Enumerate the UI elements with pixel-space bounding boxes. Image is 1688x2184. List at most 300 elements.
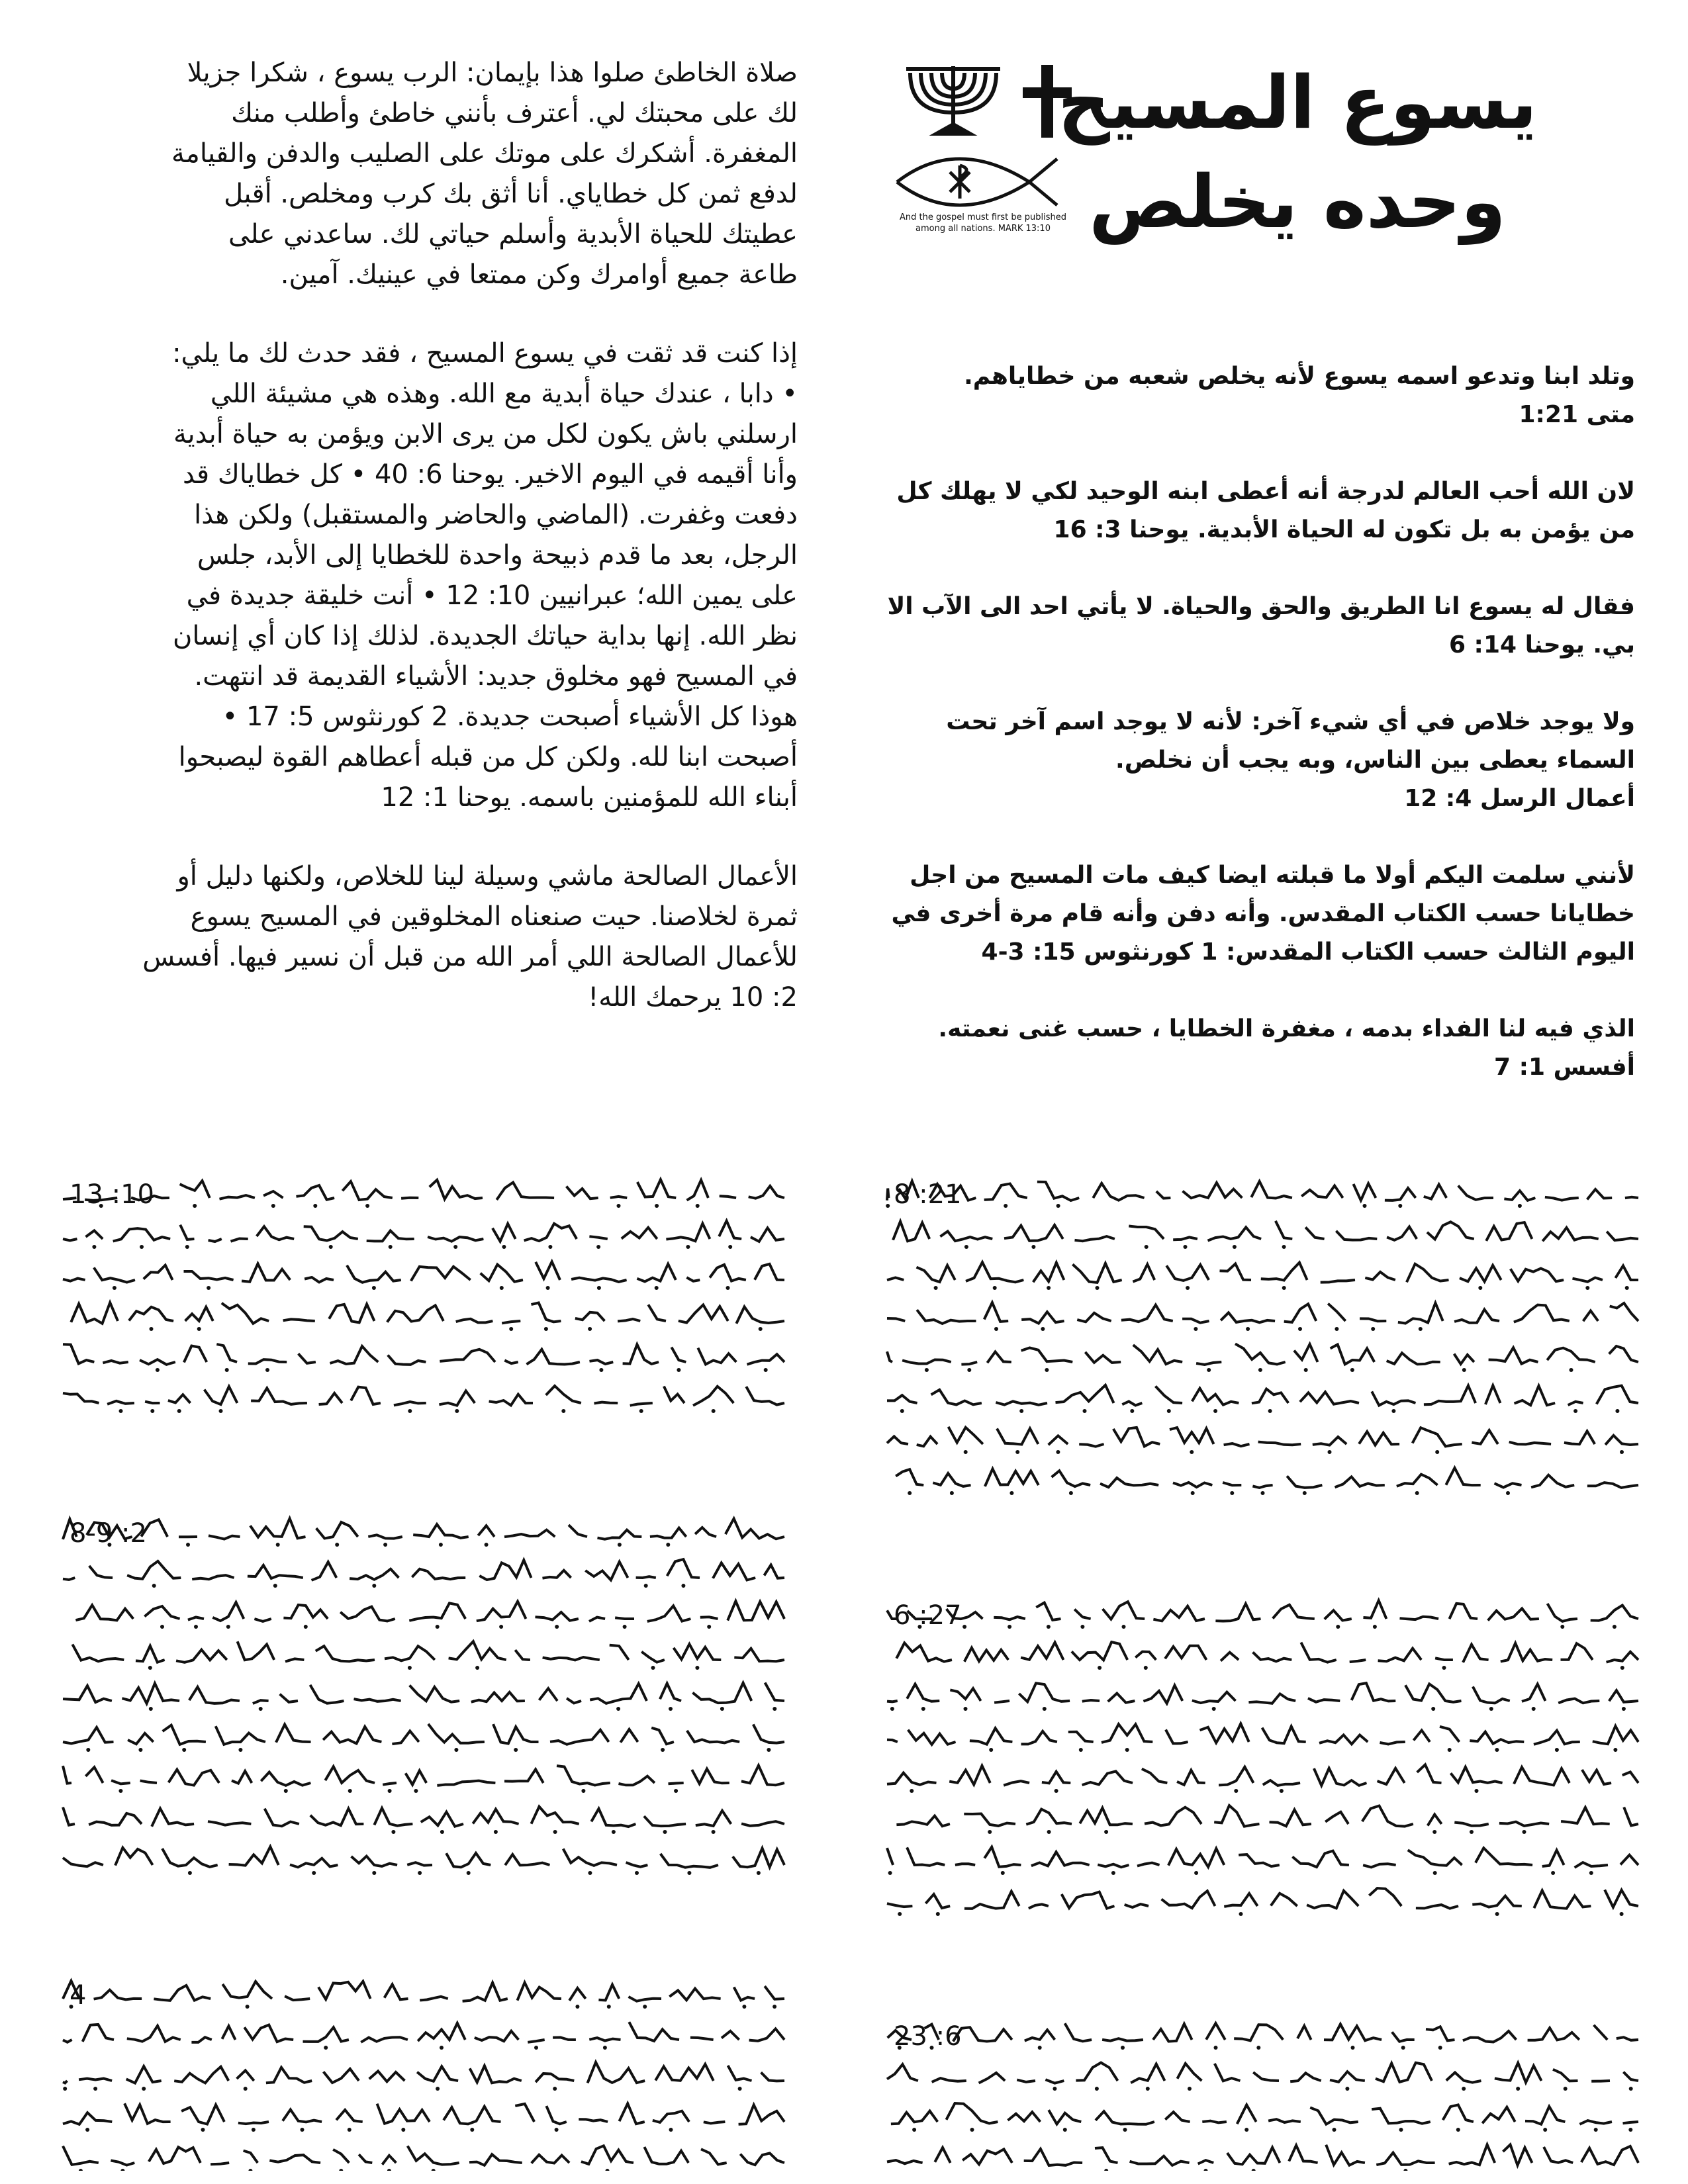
script-dot <box>934 1286 938 1290</box>
script-dot <box>226 1625 230 1629</box>
script-dot <box>1233 1245 1237 1249</box>
script-dot <box>391 1830 395 1834</box>
script-glyph-stroke <box>671 1347 686 1362</box>
script-glyph-stroke <box>966 1262 1023 1282</box>
script-dot <box>1475 1789 1479 1793</box>
script-glyph-stroke <box>749 1186 784 1199</box>
text-line: صلاة الخاطئ صلوا هذا بإيمان: الرب يسوع ، شكرا جزيلا <box>187 58 798 88</box>
script-dot <box>643 2005 647 2009</box>
script-dot <box>500 1286 504 1290</box>
script-glyph-stroke <box>1297 2026 1311 2040</box>
script-glyph-stroke <box>456 1319 493 1323</box>
script-dot <box>1144 1666 1148 1670</box>
script-dot <box>561 1409 565 1413</box>
script-dot <box>661 1748 665 1752</box>
script-dot <box>439 1543 443 1547</box>
script-dot <box>1230 1491 1234 1495</box>
script-glyph-stroke <box>1470 1732 1524 1744</box>
script-glyph-stroke <box>1408 1850 1462 1865</box>
script-glyph-stroke <box>687 1731 739 1743</box>
script-dot <box>1620 1450 1624 1454</box>
script-glyph-stroke <box>615 1617 634 1619</box>
script-glyph-stroke <box>907 1684 939 1702</box>
script-glyph-stroke <box>524 1224 577 1241</box>
script-dot <box>686 1245 690 1249</box>
script-glyph-stroke <box>1525 2107 1565 2124</box>
script-glyph-stroke <box>644 2147 688 2164</box>
script-dot <box>764 1368 768 1372</box>
script-glyph-stroke <box>550 1730 609 1745</box>
script-glyph-stroke <box>636 1576 656 1578</box>
script-dot <box>1351 2046 1355 2050</box>
script-dot <box>1432 1830 1436 1834</box>
script-glyph-stroke <box>644 1816 686 1826</box>
page-title <box>960 53 1635 251</box>
script-glyph-stroke <box>242 1263 290 1281</box>
script-dot <box>1523 1830 1526 1834</box>
script-glyph-stroke <box>947 2103 998 2123</box>
script-glyph-stroke <box>411 1267 471 1281</box>
verse-text: وتلد ابنا وتدعو اسمه يسوع لأنه يخلص شعبه من خطاياهم. <box>964 363 1635 390</box>
script-glyph-stroke <box>695 1527 716 1537</box>
script-glyph-stroke <box>686 1277 700 1281</box>
script-dot <box>432 2169 436 2171</box>
script-glyph-stroke <box>1424 1386 1476 1405</box>
script-glyph-stroke <box>1220 1264 1252 1281</box>
script-glyph-stroke <box>1072 1263 1121 1283</box>
script-glyph-stroke <box>940 1232 992 1242</box>
script-dot <box>150 1409 154 1413</box>
script-glyph-stroke <box>1511 1269 1564 1282</box>
script-dot <box>674 1789 678 1793</box>
script-glyph-stroke <box>209 1239 222 1242</box>
script-glyph-stroke <box>1287 1476 1322 1488</box>
script-dot <box>79 2169 83 2171</box>
script-glyph-stroke <box>1156 1191 1171 1199</box>
script-glyph-stroke <box>1082 1700 1100 1702</box>
script-glyph-stroke <box>1052 1471 1091 1486</box>
script-glyph-stroke <box>896 1469 923 1485</box>
script-glyph-stroke <box>553 2038 576 2040</box>
script-glyph-stroke <box>1460 1265 1501 1282</box>
script-left-column <box>63 1179 784 2171</box>
text-line: دفعت وغفرت. (الماضي والحاضر والمستقبل) ولكن هذا <box>194 500 798 530</box>
script-glyph-stroke <box>1350 1660 1366 1662</box>
script-glyph-stroke <box>1021 1643 1063 1660</box>
script-glyph-stroke <box>650 1528 686 1538</box>
script-dot <box>401 2128 405 2132</box>
script-glyph-stroke <box>107 1401 134 1404</box>
script-dot <box>440 1830 444 1834</box>
script-glyph-stroke <box>528 2040 544 2042</box>
script-glyph-stroke <box>589 2038 620 2040</box>
script-dot <box>1615 1409 1619 1413</box>
script-dot <box>1303 1491 1307 1495</box>
script-glyph-stroke <box>1253 2072 1279 2081</box>
script-dot <box>1399 2128 1403 2132</box>
script-dot <box>707 1625 711 1629</box>
script-glyph-stroke <box>661 1854 718 1868</box>
script-dot <box>1213 1409 1217 1413</box>
script-dot <box>1009 1491 1013 1495</box>
script-glyph-stroke <box>1397 1475 1438 1486</box>
text-line: • دابا ، عندك حياة أبدية مع الله. وهذه هي مشيئة اللي <box>210 379 798 409</box>
script-glyph-stroke <box>1208 1227 1262 1240</box>
script-glyph-stroke <box>1025 2030 1055 2041</box>
script-dot <box>644 1584 648 1588</box>
script-glyph-stroke <box>575 1312 605 1321</box>
script-glyph-stroke <box>1096 2111 1154 2124</box>
script-glyph-stroke <box>1292 1851 1349 1868</box>
script-dot <box>1056 1204 1060 1208</box>
script-glyph-stroke <box>1378 1768 1405 1784</box>
script-glyph-stroke <box>1082 1771 1133 1785</box>
script-glyph-stroke <box>385 1984 408 1999</box>
script-glyph-stroke <box>310 1809 364 1826</box>
script-glyph-stroke <box>86 1230 103 1239</box>
script-dot <box>1620 1912 1624 1916</box>
script-glyph-stroke <box>985 1469 1039 1486</box>
script-glyph-stroke <box>1454 1310 1499 1323</box>
script-glyph-stroke <box>667 1559 700 1578</box>
script-glyph-stroke <box>1262 1727 1306 1744</box>
script-glyph-stroke <box>1591 1606 1638 1621</box>
script-dot <box>246 2005 250 2009</box>
script-ref-label: 4 <box>70 1980 87 2011</box>
script-glyph-stroke <box>347 1265 401 1283</box>
verse-text: ولا يوجد خلاص في أي شيء آخر: لأنه لا يوجد اسم آخر تحت السماء يعطى بين الناس، وبه يجب أن نخلص. <box>946 708 1635 774</box>
script-dot <box>271 1204 275 1208</box>
script-glyph-stroke <box>1103 1602 1145 1619</box>
script-dot <box>1244 2128 1248 2132</box>
script-glyph-stroke <box>1142 1769 1168 1783</box>
text-line: ثمرة لخلاصنا. حيت صنعناه المخلوقين في المسيح يسوع <box>190 901 798 932</box>
verse-text: فقال له يسوع انا الطريق والحق والحياة. لا يأتي احد الى الآب الا بي. يوحنا 14: 6 <box>887 593 1635 659</box>
script-glyph-stroke <box>896 1816 950 1827</box>
script-glyph-stroke <box>174 2067 228 2083</box>
script-glyph-stroke <box>89 1813 142 1825</box>
script-glyph-stroke <box>1380 1742 1405 1744</box>
script-glyph-stroke <box>237 2070 254 2081</box>
script-glyph-stroke <box>1331 1345 1375 1365</box>
script-glyph-stroke <box>94 1267 135 1282</box>
script-glyph-stroke <box>185 1307 213 1321</box>
script-dot <box>324 2046 328 2050</box>
script-glyph-stroke <box>1215 2064 1241 2081</box>
script-glyph-stroke <box>285 1996 310 2000</box>
script-glyph-stroke <box>679 1305 728 1323</box>
script-glyph-stroke <box>1258 1442 1301 1445</box>
script-dot <box>886 1204 890 1208</box>
script-text-section <box>0 1125 1688 2171</box>
script-glyph-stroke <box>192 1575 234 1579</box>
script-ref-label: 8-9 :2 <box>70 1518 147 1549</box>
script-glyph-stroke <box>329 1304 374 1323</box>
script-glyph-stroke <box>352 1856 398 1866</box>
script-glyph-stroke <box>893 1222 929 1242</box>
script-glyph-stroke <box>1446 2073 1481 2083</box>
script-glyph-stroke <box>1182 1319 1209 1323</box>
script-glyph-stroke <box>1542 1850 1564 1866</box>
script-glyph-stroke <box>169 1770 220 1786</box>
script-glyph-stroke <box>970 1728 1013 1744</box>
script-glyph-stroke <box>144 1606 179 1619</box>
script-dot <box>967 1368 971 1372</box>
script-glyph-stroke <box>984 1302 1008 1322</box>
script-glyph-stroke <box>887 1278 904 1281</box>
script-dot <box>1096 1286 1100 1290</box>
script-dot <box>1442 1666 1446 1670</box>
title-line-1: يسوع المسيح <box>1057 60 1538 145</box>
script-dot <box>156 1368 160 1372</box>
script-dot <box>93 2087 97 2091</box>
script-glyph-stroke <box>469 2154 522 2165</box>
script-dot <box>1551 1871 1555 1875</box>
script-dot <box>988 1830 992 1834</box>
script-glyph-stroke <box>374 1808 412 1826</box>
script-glyph-stroke <box>532 1303 561 1322</box>
script-glyph-stroke <box>216 1726 265 1745</box>
script-glyph-stroke <box>1514 1767 1570 1785</box>
script-glyph-stroke <box>410 1686 460 1702</box>
script-dot <box>546 1286 550 1290</box>
script-dot <box>1532 1707 1536 1711</box>
script-glyph-stroke <box>324 2069 359 2083</box>
script-dot <box>494 1830 498 1834</box>
script-glyph-stroke <box>1102 2038 1143 2041</box>
script-dot <box>925 1368 929 1372</box>
script-glyph-stroke <box>1074 1610 1090 1619</box>
script-glyph-stroke <box>1489 1347 1538 1364</box>
script-dot <box>150 1327 154 1331</box>
script-glyph-stroke <box>563 1849 617 1866</box>
script-dot <box>888 1871 892 1875</box>
text-line: 2: 10 يرحمك الله! <box>588 982 798 1013</box>
script-dot <box>1041 1327 1045 1331</box>
script-glyph-stroke <box>1528 2028 1579 2040</box>
script-glyph-stroke <box>747 1354 785 1365</box>
script-glyph-stroke <box>1284 1304 1317 1322</box>
script-glyph-stroke <box>140 1359 175 1365</box>
script-glyph-stroke <box>128 1733 154 1744</box>
script-glyph-stroke <box>704 2122 726 2123</box>
script-glyph-stroke <box>1248 1694 1295 1703</box>
script-dot <box>599 1368 603 1372</box>
script-glyph-stroke <box>1301 1643 1336 1662</box>
script-glyph-stroke <box>176 1650 227 1662</box>
script-glyph-stroke <box>304 1226 358 1240</box>
script-glyph-stroke <box>191 2037 211 2042</box>
script-dot <box>252 2128 256 2132</box>
script-dot <box>1204 2169 1208 2171</box>
script-glyph-stroke <box>1080 1808 1133 1825</box>
script-dot <box>475 1666 479 1670</box>
script-dot <box>1031 1245 1035 1249</box>
script-glyph-stroke <box>382 2156 396 2165</box>
script-glyph-stroke <box>1503 2145 1532 2165</box>
script-glyph-stroke <box>1165 2112 1190 2122</box>
script-glyph-stroke <box>1178 2064 1202 2081</box>
script-dot <box>773 1707 776 1711</box>
script-dot <box>1167 1409 1171 1413</box>
script-dot <box>696 1204 700 1208</box>
script-glyph-stroke <box>1019 1683 1070 1702</box>
script-glyph-stroke <box>63 1344 94 1363</box>
verse-item <box>884 588 1635 664</box>
script-glyph-stroke <box>1026 1809 1072 1825</box>
script-glyph-stroke <box>1587 1482 1638 1488</box>
script-glyph-stroke <box>333 2150 349 2163</box>
script-glyph-stroke <box>1121 1305 1173 1322</box>
script-glyph-stroke <box>1143 1686 1182 1704</box>
script-dot <box>635 1871 639 1875</box>
script-glyph-stroke <box>1392 2032 1415 2041</box>
script-dot <box>1053 2087 1056 2091</box>
script-glyph-stroke <box>1033 1263 1064 1283</box>
script-dot <box>248 2169 252 2171</box>
script-glyph-stroke <box>1125 1904 1149 1907</box>
script-glyph-stroke <box>726 1519 784 1539</box>
script-glyph-stroke <box>641 1652 665 1662</box>
script-dot <box>553 2087 557 2091</box>
script-glyph-stroke <box>1451 1767 1503 1783</box>
script-glyph-stroke <box>887 1740 898 1742</box>
script-glyph-stroke <box>765 1986 784 1999</box>
script-dot <box>1188 2087 1192 2091</box>
script-glyph-stroke <box>122 1684 179 1704</box>
script-dot <box>1098 1666 1102 1670</box>
script-dot <box>485 1543 489 1547</box>
script-dot <box>1613 1748 1617 1752</box>
script-dot <box>455 1409 459 1413</box>
script-dot <box>509 1327 513 1331</box>
script-dot <box>1478 1286 1482 1290</box>
script-glyph-stroke <box>696 1811 731 1826</box>
script-glyph-stroke <box>285 1659 304 1661</box>
script-glyph-stroke <box>746 1387 784 1405</box>
script-glyph-stroke <box>1307 1891 1358 1908</box>
script-glyph-stroke <box>276 1725 311 1743</box>
script-glyph-stroke <box>655 2064 714 2081</box>
script-dot <box>201 2128 205 2132</box>
script-glyph-stroke <box>1400 1617 1439 1619</box>
script-dot <box>408 1666 412 1670</box>
script-glyph-stroke <box>594 1402 618 1404</box>
script-glyph-stroke <box>342 1181 393 1200</box>
text-line: أبناء الله للمؤمنين باسمه. يوحنا 1: 12 <box>381 782 798 813</box>
script-glyph-stroke <box>629 1997 662 2001</box>
script-dot <box>1122 1625 1126 1629</box>
script-glyph-stroke <box>261 1772 310 1786</box>
script-dot <box>964 1707 968 1711</box>
script-glyph-stroke <box>502 1321 520 1323</box>
script-glyph-stroke <box>316 1646 375 1661</box>
script-glyph-stroke <box>1593 1726 1638 1744</box>
script-dot <box>989 1748 993 1752</box>
script-dot <box>499 1625 503 1629</box>
script-glyph-stroke <box>669 1783 684 1784</box>
script-glyph-stroke <box>1363 1864 1396 1867</box>
script-glyph-stroke <box>1290 2073 1321 2081</box>
text-line: لك على محبتك لي. أعترف بأنني خاطئ وأطلب منك <box>231 98 798 128</box>
script-glyph-stroke <box>244 2151 258 2163</box>
script-glyph-stroke <box>283 1605 328 1619</box>
script-glyph-stroke <box>180 1181 210 1198</box>
script-dot <box>312 1871 316 1875</box>
script-glyph-stroke <box>1077 1313 1111 1322</box>
script-dot <box>185 1245 189 1249</box>
script-glyph-stroke <box>964 1891 1019 1909</box>
script-glyph-stroke <box>229 1846 279 1865</box>
script-glyph-stroke <box>1581 2146 1638 2165</box>
script-glyph-stroke <box>619 1776 655 1786</box>
script-dot <box>1282 1286 1286 1290</box>
script-dot <box>470 2128 474 2132</box>
script-dot <box>898 1912 902 1916</box>
script-glyph-stroke <box>1501 1643 1552 1662</box>
script-glyph-stroke <box>1075 1236 1115 1241</box>
script-glyph-stroke <box>1454 1354 1474 1364</box>
script-dot <box>655 1204 659 1208</box>
script-dot <box>1079 1748 1083 1752</box>
script-glyph-stroke <box>470 2066 522 2083</box>
script-glyph-stroke <box>387 1305 444 1322</box>
script-dot <box>304 1625 308 1629</box>
script-dot <box>1506 1491 1510 1495</box>
script-glyph-stroke <box>1398 1303 1443 1324</box>
script-dot <box>1573 1409 1577 1413</box>
script-glyph-stroke <box>984 1847 1021 1867</box>
script-glyph-stroke <box>479 1560 531 1580</box>
script-glyph-stroke <box>669 1989 720 2001</box>
script-dot <box>1261 1491 1265 1495</box>
script-glyph-stroke <box>280 1694 298 1702</box>
script-dot <box>1047 1625 1051 1629</box>
script-glyph-stroke <box>536 1261 560 1280</box>
script-glyph-stroke <box>265 1809 299 1827</box>
script-glyph-stroke <box>211 2163 229 2164</box>
script-glyph-stroke <box>1609 1346 1638 1362</box>
script-glyph-stroke <box>340 1607 395 1621</box>
script-glyph-stroke <box>515 2104 534 2122</box>
script-glyph-stroke <box>557 1766 610 1785</box>
script-dot <box>1328 1450 1332 1454</box>
script-glyph-stroke <box>248 1359 287 1363</box>
script-glyph-stroke <box>463 1983 508 2001</box>
script-glyph-stroke <box>417 2066 458 2081</box>
script-glyph-stroke <box>1100 1478 1158 1487</box>
script-glyph-stroke <box>1610 1303 1638 1321</box>
script-glyph-stroke <box>163 1725 206 1745</box>
script-glyph-stroke <box>1495 2063 1542 2083</box>
script-glyph-stroke <box>111 1780 130 1784</box>
script-dot <box>1186 1286 1190 1290</box>
script-glyph-stroke <box>1049 1435 1068 1445</box>
script-glyph-stroke <box>698 1348 736 1365</box>
script-glyph-stroke <box>887 1318 905 1321</box>
script-glyph-stroke <box>1276 1221 1292 1239</box>
script-glyph-stroke <box>1485 1385 1501 1404</box>
script-glyph-stroke <box>907 1847 945 1866</box>
script-glyph-stroke <box>1234 2025 1283 2040</box>
script-glyph-stroke <box>1458 1185 1493 1199</box>
script-glyph-stroke <box>925 1894 950 1908</box>
script-dot <box>284 1789 288 1793</box>
script-glyph-stroke <box>428 1724 485 1743</box>
script-glyph-stroke <box>409 1603 465 1620</box>
script-glyph-stroke <box>489 1394 533 1406</box>
script-dot <box>177 1409 181 1413</box>
